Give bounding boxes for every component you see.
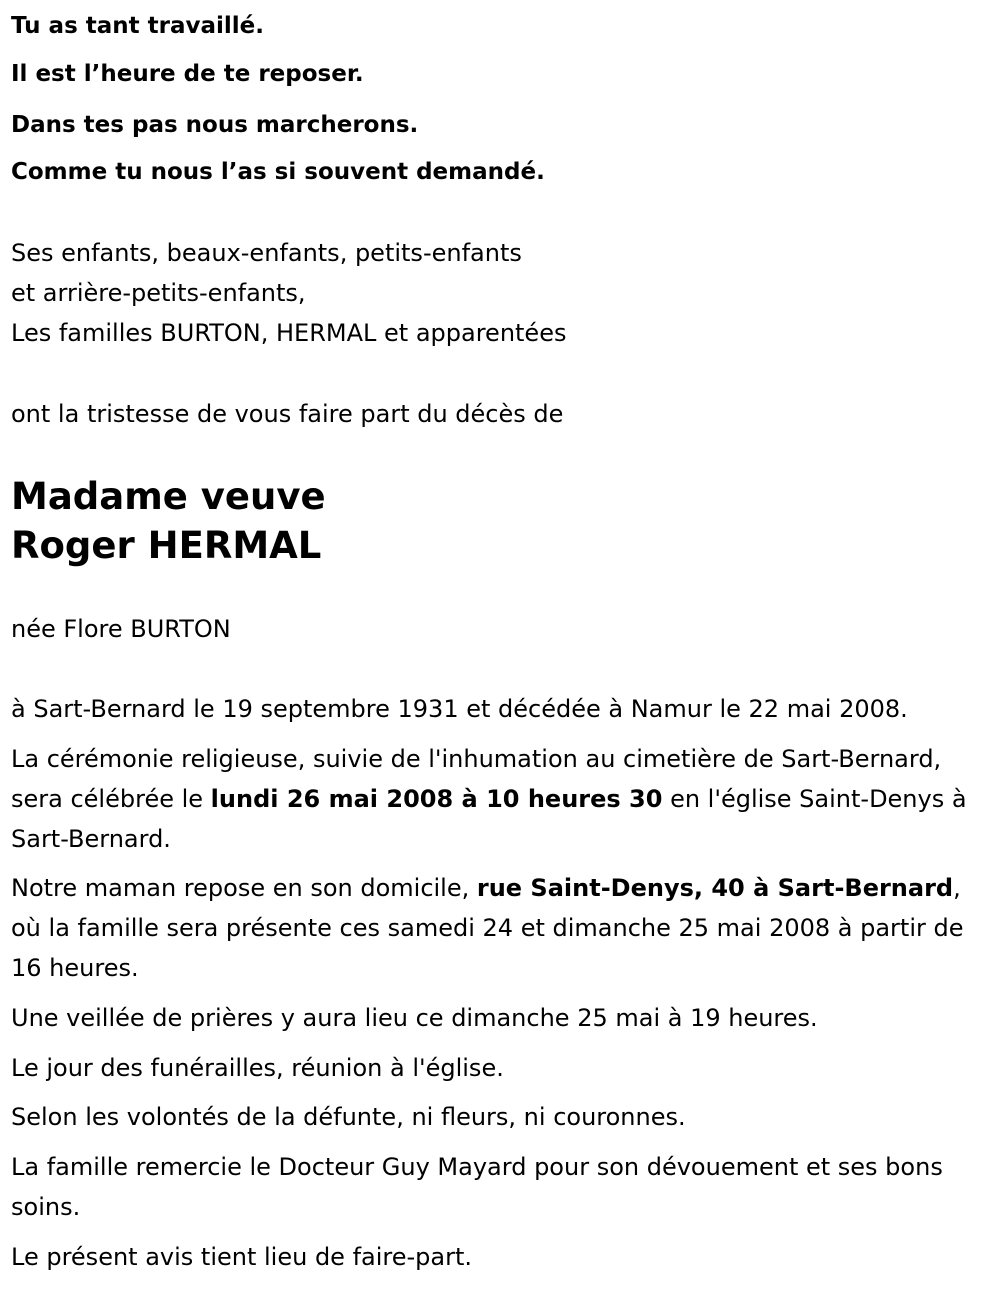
repose-text-end: , où la famille sera présente ces samedi 24 et dimanche 25 mai 2008 à partir de 16 heures. [11,874,964,982]
ceremony-paragraph [11,739,986,859]
ceremony-text-end: en l'église Saint-Denys à Sart-Bernard. [11,785,967,853]
announcement-intro: ont la tristesse de vous faire part du décès de [11,400,564,428]
deceased-name-line-2: Roger HERMAL [11,524,322,567]
repose-text-start: Notre maman repose en son domicile, [11,874,477,902]
poem-line-3: Dans tes pas nous marcherons. [11,112,419,138]
notice-paragraph: Le présent avis tient lieu de faire-part. [11,1243,473,1271]
wishes-paragraph: Selon les volontés de la défunte, ni fleurs, ni couronnes. [11,1103,686,1131]
vigil-paragraph: Une veillée de prières y aura lieu ce dimanche 25 mai à 19 heures. [11,1004,818,1032]
ceremony-date: lundi 26 mai 2008 à 10 heures 30 [210,785,663,813]
repose-address: rue Saint-Denys, 40 à Sart-Bernard [476,874,954,902]
deceased-name-line-1: Madame veuve [11,475,326,518]
poem-line-2: Il est l’heure de te reposer. [11,61,364,87]
poem-line-4: Comme tu nous l’as si souvent demandé. [11,159,545,185]
repose-paragraph [11,868,986,988]
thanks-paragraph: La famille remercie le Docteur Guy Mayard pour son dévouement et ses bons soins. [11,1153,943,1221]
deceased-name [11,472,326,570]
birth-death-dates: à Sart-Bernard le 19 septembre 1931 et décédée à Namur le 22 mai 2008. [11,695,908,723]
family-line-1: Ses enfants, beaux-enfants, petits-enfants [11,239,522,267]
family-list [11,233,566,353]
family-line-2: et arrière-petits-enfants, [11,279,306,307]
maiden-name: née Flore BURTON [11,615,231,643]
poem-line-1: Tu as tant travaillé. [11,13,265,39]
funeral-meeting-paragraph: Le jour des funérailles, réunion à l'église. [11,1054,504,1082]
family-line-3: Les familles BURTON, HERMAL et apparentées [11,319,567,347]
ceremony-text-start: La cérémonie religieuse, suivie de l'inhumation au cimetière de Sart-Bernard, sera célébrée le [11,745,942,813]
